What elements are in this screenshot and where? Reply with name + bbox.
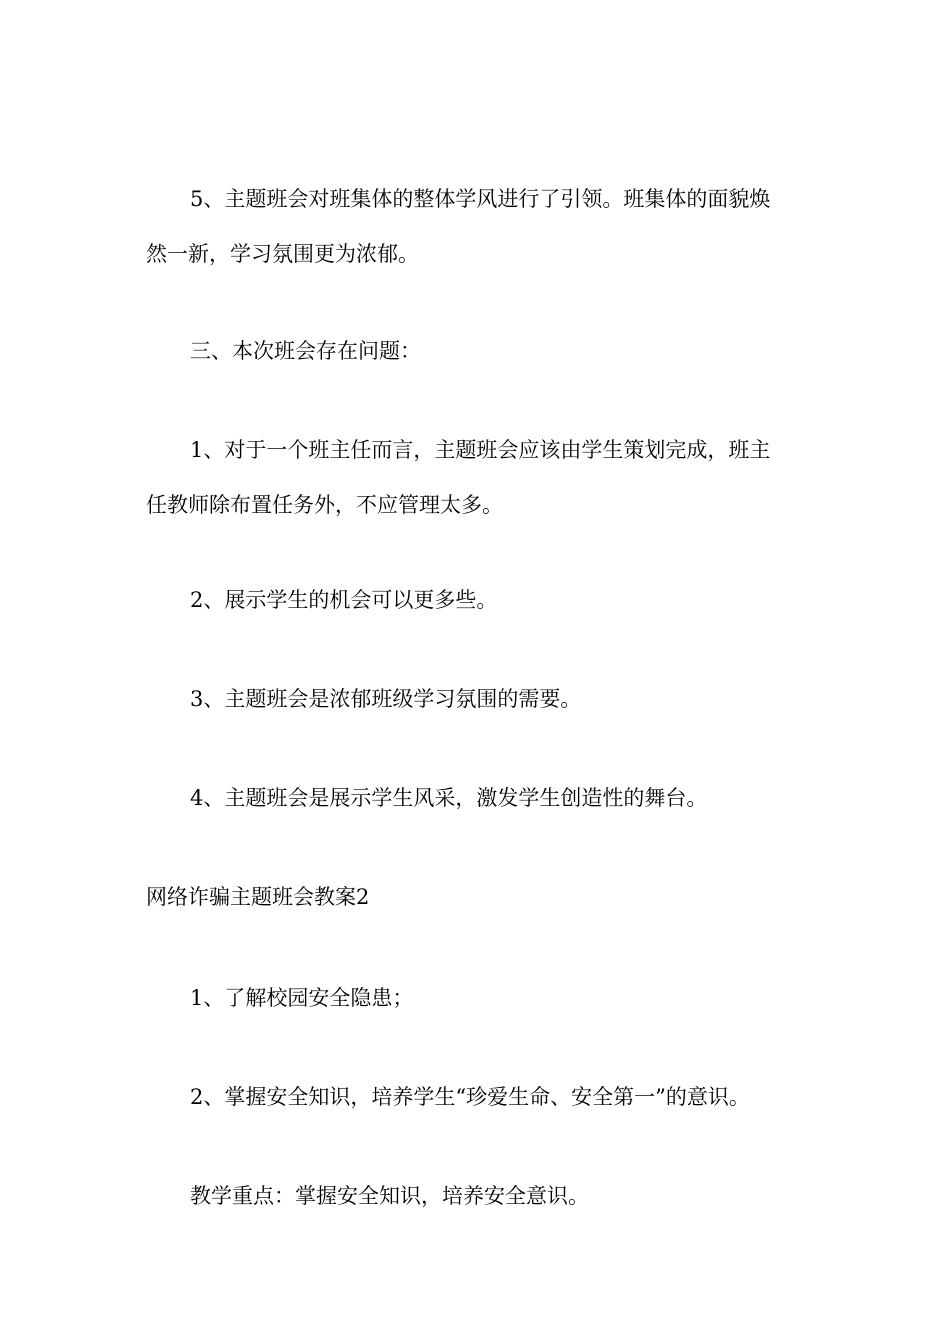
paragraph-8 — [146, 971, 811, 1026]
paragraph-1-line-1: 5、主题班会对班集体的整体学风进行了引领。班集体的面貌焕 — [190, 187, 771, 211]
paragraph-8-line-1: 1、了解校园安全隐患； — [190, 986, 414, 1010]
paragraph-3-line-1: 1、对于一个班主任而言，主题班会应该由学生策划完成，班主 — [190, 438, 771, 462]
section-heading: 三、本次班会存在问题： — [190, 339, 421, 363]
paragraph-6-line-1: 4、主题班会是展示学生风采，激发学生创造性的舞台。 — [190, 786, 708, 810]
paragraph-4 — [146, 573, 811, 628]
paragraph-10 — [146, 1169, 811, 1224]
paragraph-9 — [146, 1070, 811, 1125]
paragraph-1 — [146, 172, 811, 282]
paragraph-3 — [146, 423, 811, 533]
paragraph-7 — [146, 870, 811, 925]
paragraph-2 — [146, 324, 811, 379]
paragraph-1-line-2: 然一新，学习氛围更为浓郁。 — [146, 242, 419, 266]
paragraph-6 — [146, 771, 811, 826]
paragraph-5 — [146, 672, 811, 727]
paragraph-4-line-1: 2、展示学生的机会可以更多些。 — [190, 588, 498, 612]
paragraph-9-line-1: 2、掌握安全知识，培养学生“珍爱生命、安全第一”的意识。 — [190, 1085, 750, 1109]
paragraph-3-line-2: 任教师除布置任务外，不应管理太多。 — [146, 493, 503, 517]
document-title: 网络诈骗主题班会教案2 — [146, 885, 370, 909]
paragraph-10-line-1: 教学重点：掌握安全知识，培养安全意识。 — [190, 1184, 589, 1208]
paragraph-5-line-1: 3、主题班会是浓郁班级学习氛围的需要。 — [190, 687, 582, 711]
